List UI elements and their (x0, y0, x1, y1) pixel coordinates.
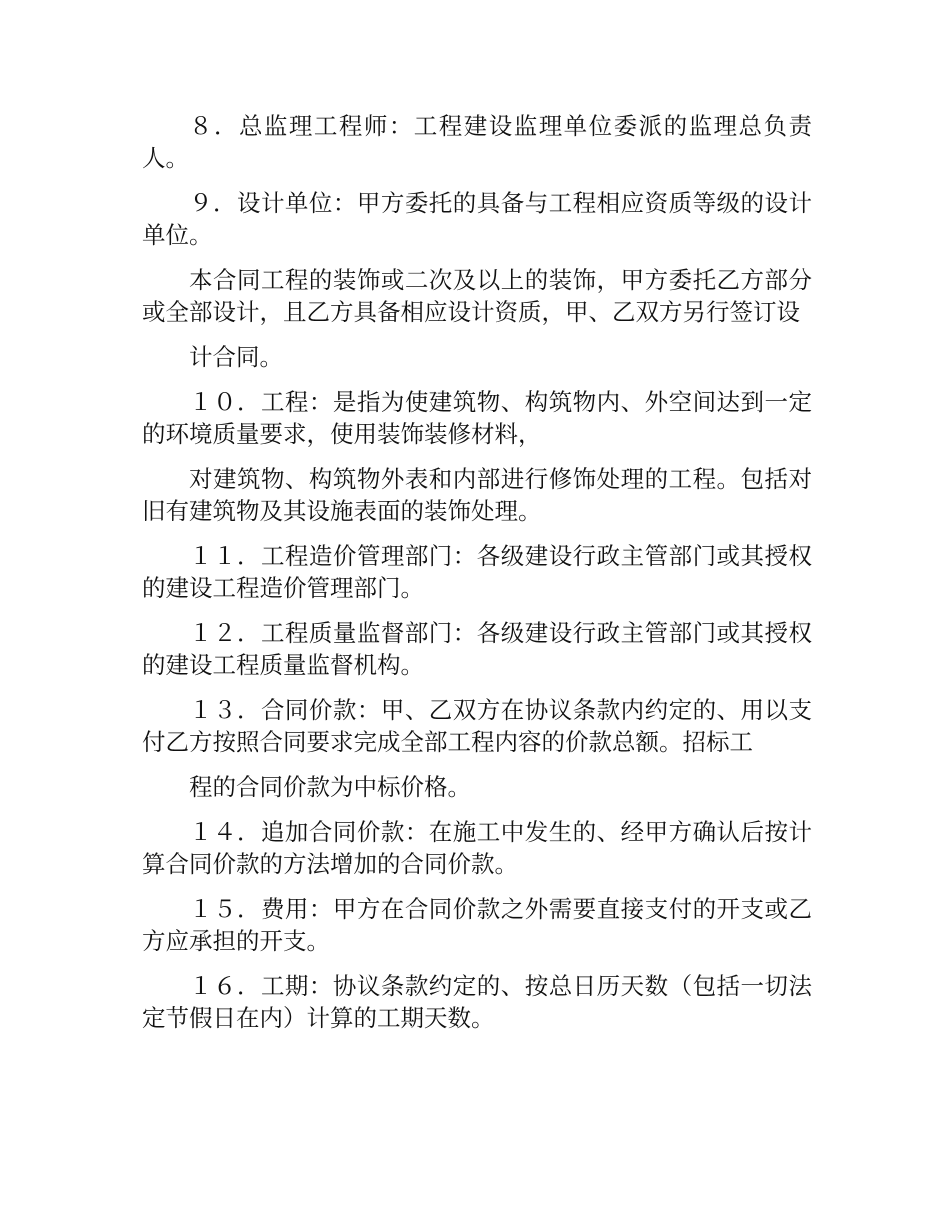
paragraph-item-9: ９．设计单位：甲方委托的具备与工程相应资质等级的设计单位。 (142, 189, 812, 249)
paragraph-design-contract-cont: 计合同。 (189, 343, 283, 371)
paragraph-item-14: １４．追加合同价款：在施工中发生的、经甲方确认后按计算合同价款的方法增加的合同价款。 (142, 818, 812, 878)
paragraph-item-13-cont: 程的合同价款为中标价格。 (189, 773, 471, 801)
paragraph-item-10-cont: 对建筑物、构筑物外表和内部进行修饰处理的工程。包括对旧有建筑物及其设施表面的装饰处理。 (142, 465, 812, 525)
paragraph-item-15: １５．费用：甲方在合同价款之外需要直接支付的开支或乙方应承担的开支。 (142, 895, 812, 955)
paragraph-item-13: １３．合同价款：甲、乙双方在协议条款内约定的、用以支付乙方按照合同要求完成全部工程内容的价款总额。招标工 (142, 696, 812, 756)
paragraph-item-10: １０．工程：是指为使建筑物、构筑物内、外空间达到一定的环境质量要求，使用装饰装修材料， (142, 388, 812, 448)
paragraph-item-8: ８．总监理工程师：工程建设监理单位委派的监理总负责人。 (142, 112, 812, 172)
paragraph-design-contract: 本合同工程的装饰或二次及以上的装饰，甲方委托乙方部分或全部设计，且乙方具备相应设计资质，甲、乙双方另行签订设 (142, 266, 812, 326)
paragraph-item-16: １６．工期：协议条款约定的、按总日历天数（包括一切法定节假日在内）计算的工期天数。 (142, 972, 812, 1032)
paragraph-item-11: １１．工程造价管理部门：各级建设行政主管部门或其授权的建设工程造价管理部门。 (142, 542, 812, 602)
paragraph-item-12: １２．工程质量监督部门：各级建设行政主管部门或其授权的建设工程质量监督机构。 (142, 619, 812, 679)
document-body (142, 110, 812, 1047)
